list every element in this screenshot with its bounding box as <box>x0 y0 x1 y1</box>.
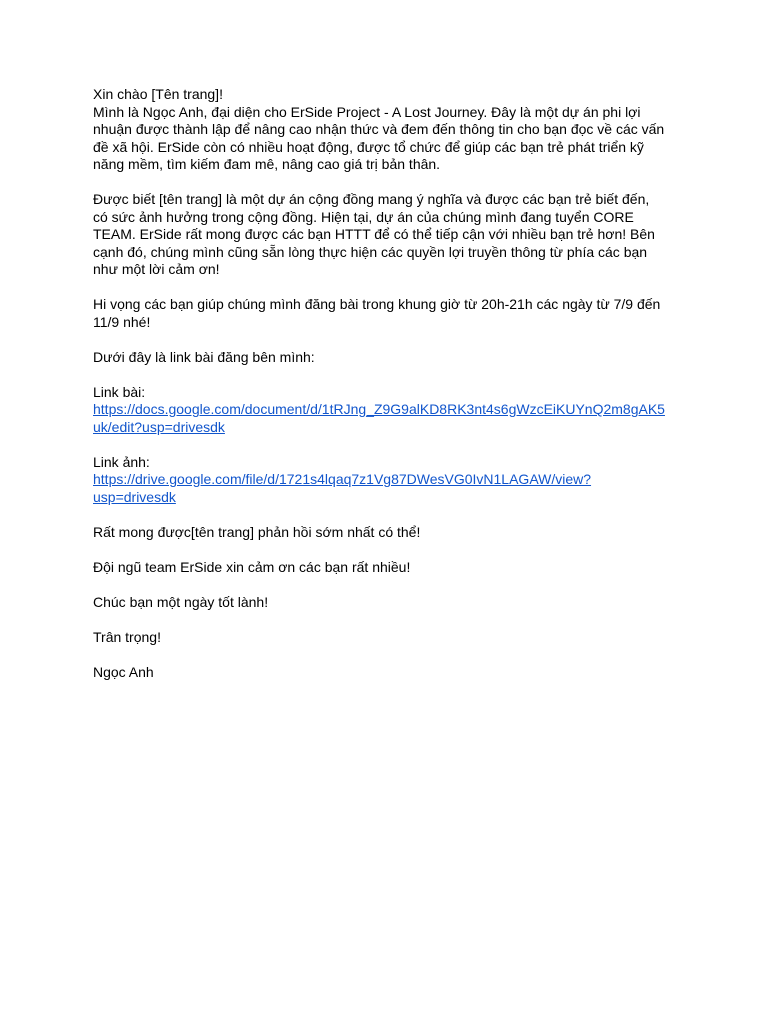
greeting-line: Xin chào [Tên trang]! <box>93 86 223 102</box>
signature-paragraph <box>93 664 676 682</box>
image-link-paragraph <box>93 454 676 507</box>
post-link-paragraph <box>93 384 676 437</box>
closing-paragraph <box>93 629 676 647</box>
collaboration-line: TEAM. ErSide rất mong được các bạn HTTT để có thể tiếp cận với nhiều bạn trẻ hơn! Bên <box>93 226 655 242</box>
schedule-paragraph <box>93 296 676 331</box>
image-link-url[interactable]: https://drive.google.com/file/d/1721s4lqaq7z1Vg87DWesVG0IvN1LAGAW/view? <box>93 471 592 487</box>
intro-line: Mình là Ngọc Anh, đại diện cho ErSide Project - A Lost Journey. Đây là một dự án phi lợi <box>93 103 641 120</box>
schedule-line: 11/9 nhé! <box>93 313 151 330</box>
thanks-text: Đội ngũ team ErSide xin cảm ơn các bạn rất nhiều! <box>93 558 411 575</box>
collaboration-line: có sức ảnh hưởng trong cộng đồng. Hiện tại, dự án của chúng mình đang tuyển CORE <box>93 208 634 225</box>
links-intro-paragraph <box>93 349 676 367</box>
links-intro-text: Dưới đây là link bài đăng bên mình: <box>93 348 315 365</box>
intro-line: đề xã hội. ErSide còn có nhiều hoạt động, được tổ chức để giúp các bạn trẻ phát triển kỹ <box>93 138 644 155</box>
collaboration-line: như một lời cảm ơn! <box>93 261 220 277</box>
closing-text: Trân trọng! <box>93 628 161 645</box>
intro-line: năng mềm, tìm kiếm đam mê, nâng cao giá trị bản thân. <box>93 156 441 172</box>
image-link-label: Link ảnh: <box>93 453 150 470</box>
schedule-line: Hi vọng các bạn giúp chúng mình đăng bài trong khung giờ từ 20h-21h các ngày từ 7/9 đến <box>93 296 661 312</box>
post-link-url-continued[interactable]: uk/edit?usp=drivesdk <box>93 418 225 435</box>
wish-text: Chúc bạn một ngày tốt lành! <box>93 593 269 610</box>
collaboration-paragraph <box>93 191 676 279</box>
intro-paragraph <box>93 86 676 174</box>
post-link-label: Link bài: <box>93 383 146 400</box>
collaboration-line: Được biết [tên trang] là một dự án cộng đồng mang ý nghĩa và được các bạn trẻ biết đến, <box>93 191 650 207</box>
image-link-url-continued[interactable]: usp=drivesdk <box>93 488 176 505</box>
request-paragraph <box>93 524 676 542</box>
post-link-url[interactable]: https://docs.google.com/document/d/1tRJng_Z9G9alKD8RK3nt4s6gWzcEiKUYnQ2m8gAK5 <box>93 401 665 417</box>
request-text: Rất mong được[tên trang] phản hồi sớm nhất có thể! <box>93 523 421 540</box>
wish-paragraph <box>93 594 676 612</box>
intro-line: nhuận được thành lập để nâng cao nhận thức và đem đến thông tin cho bạn đọc về các vấn <box>93 121 665 137</box>
collaboration-line: cạnh đó, chúng mình cũng sẵn lòng thực hiện các quyền lợi truyền thông từ phía các bạn <box>93 243 648 260</box>
thanks-paragraph <box>93 559 676 577</box>
signature-text: Ngọc Anh <box>93 663 154 680</box>
